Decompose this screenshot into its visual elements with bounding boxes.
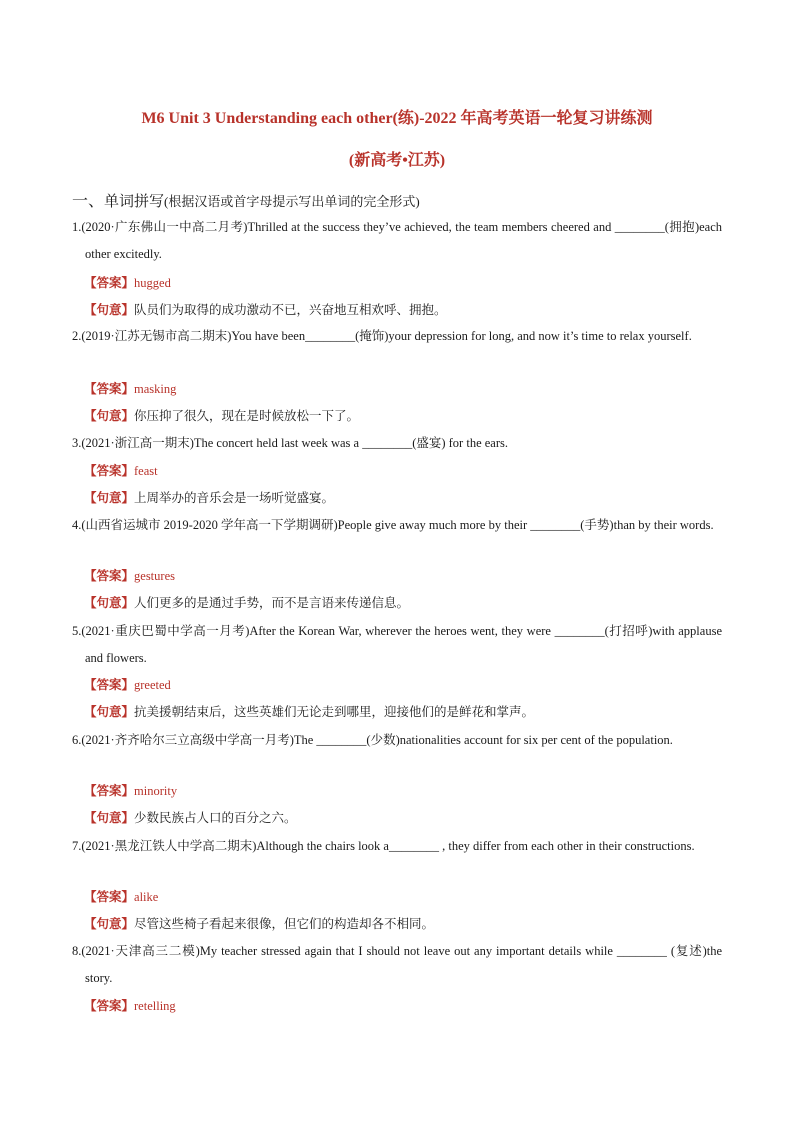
meaning-label: 【句意】	[84, 596, 135, 610]
answer-value: hugged	[134, 276, 171, 290]
question-text: 8.(2021·天津高三二模)My teacher stressed again that I should not leave out any important details while ________ (复述)the story.	[72, 944, 722, 985]
question-5	[72, 618, 722, 672]
answer-label: 【答案】	[84, 569, 135, 583]
answer-line-1	[84, 273, 171, 293]
question-2	[72, 323, 722, 350]
answer-value: alike	[134, 890, 159, 904]
meaning-value: 尽管这些椅子看起来很像，但它们的构造却各不相同。	[134, 917, 435, 931]
answer-line-6	[84, 781, 177, 801]
meaning-label: 【句意】	[84, 303, 135, 317]
answer-label: 【答案】	[84, 382, 135, 396]
meaning-label: 【句意】	[84, 917, 135, 931]
document-title: M6 Unit 3 Understanding each other(练)-2022 年高考英语一轮复习讲练测	[141, 110, 653, 127]
meaning-value: 人们更多的是通过手势，而不是言语来传递信息。	[134, 596, 410, 610]
meaning-line-2	[84, 406, 359, 426]
answer-value: gestures	[134, 569, 175, 583]
answer-value: minority	[134, 784, 178, 798]
meaning-label: 【句意】	[84, 491, 135, 505]
meaning-line-3	[84, 488, 334, 508]
answer-label: 【答案】	[84, 890, 135, 904]
question-text: 1.(2020·广东佛山一中高二月考)Thrilled at the success they’ve achieved, the team members cheered and ________(拥抱)each other excitedly.	[72, 220, 722, 261]
meaning-value: 抗美援朝结束后，这些英雄们无论走到哪里，迎接他们的是鲜花和掌声。	[134, 705, 535, 719]
answer-line-7	[84, 887, 158, 907]
question-6	[72, 727, 722, 754]
question-1	[72, 214, 722, 268]
question-text: 5.(2021·重庆巴蜀中学高一月考)After the Korean War, wherever the heroes went, they were ________(打招呼)with applause and flowers.	[72, 624, 722, 665]
meaning-value: 队员们为取得的成功激动不已，兴奋地互相欢呼、拥抱。	[134, 303, 447, 317]
meaning-value: 少数民族占人口的百分之六。	[134, 811, 297, 825]
answer-label: 【答案】	[84, 784, 135, 798]
answer-label: 【答案】	[84, 678, 135, 692]
meaning-line-5	[84, 702, 534, 722]
meaning-line-6	[84, 808, 297, 828]
question-4	[72, 512, 722, 539]
question-3	[72, 430, 722, 457]
question-text: 3.(2021·浙江高一期末)The concert held last week was a ________(盛宴) for the ears.	[72, 436, 508, 450]
answer-line-2	[84, 379, 176, 399]
question-text: 7.(2021·黑龙江铁人中学高二期末)Although the chairs look a________ , they differ from each other in their constructions.	[72, 839, 695, 853]
meaning-label: 【句意】	[84, 811, 135, 825]
answer-label: 【答案】	[84, 464, 135, 478]
section-number: 一、	[72, 193, 105, 210]
answer-value: greeted	[134, 678, 171, 692]
question-text: 4.(山西省运城市 2019-2020 学年高一下学期调研)People give away much more by their ________(手势)than by their words.	[72, 518, 714, 532]
meaning-value: 你压抑了很久，现在是时候放松一下了。	[134, 409, 360, 423]
question-8	[72, 938, 722, 992]
answer-value: retelling	[134, 999, 176, 1013]
section-hint: (根据汉语或首字母提示写出单词的完全形式)	[164, 194, 420, 209]
answer-line-4	[84, 566, 175, 586]
meaning-line-4	[84, 593, 409, 613]
document-subtitle: (新高考•江苏)	[348, 152, 446, 169]
section-heading	[72, 188, 420, 211]
answer-label: 【答案】	[84, 276, 135, 290]
answer-line-5	[84, 675, 171, 695]
meaning-label: 【句意】	[84, 705, 135, 719]
question-text: 6.(2021·齐齐哈尔三立高级中学高一月考)The ________(少数)nationalities account for six per cent of the population.	[72, 733, 673, 747]
meaning-value: 上周举办的音乐会是一场听觉盛宴。	[134, 491, 335, 505]
question-text: 2.(2019·江苏无锡市高二期末)You have been________(掩饰)your depression for long, and now it’s time to relax yourself.	[72, 329, 692, 343]
answer-value: feast	[134, 464, 158, 478]
answer-value: masking	[134, 382, 177, 396]
answer-line-3	[84, 461, 158, 481]
section-title: 单词拼写	[104, 194, 165, 210]
answer-label: 【答案】	[84, 999, 135, 1013]
answer-line-8	[84, 996, 176, 1016]
meaning-line-7	[84, 914, 434, 934]
meaning-line-1	[84, 300, 447, 320]
question-7	[72, 833, 722, 860]
meaning-label: 【句意】	[84, 409, 135, 423]
